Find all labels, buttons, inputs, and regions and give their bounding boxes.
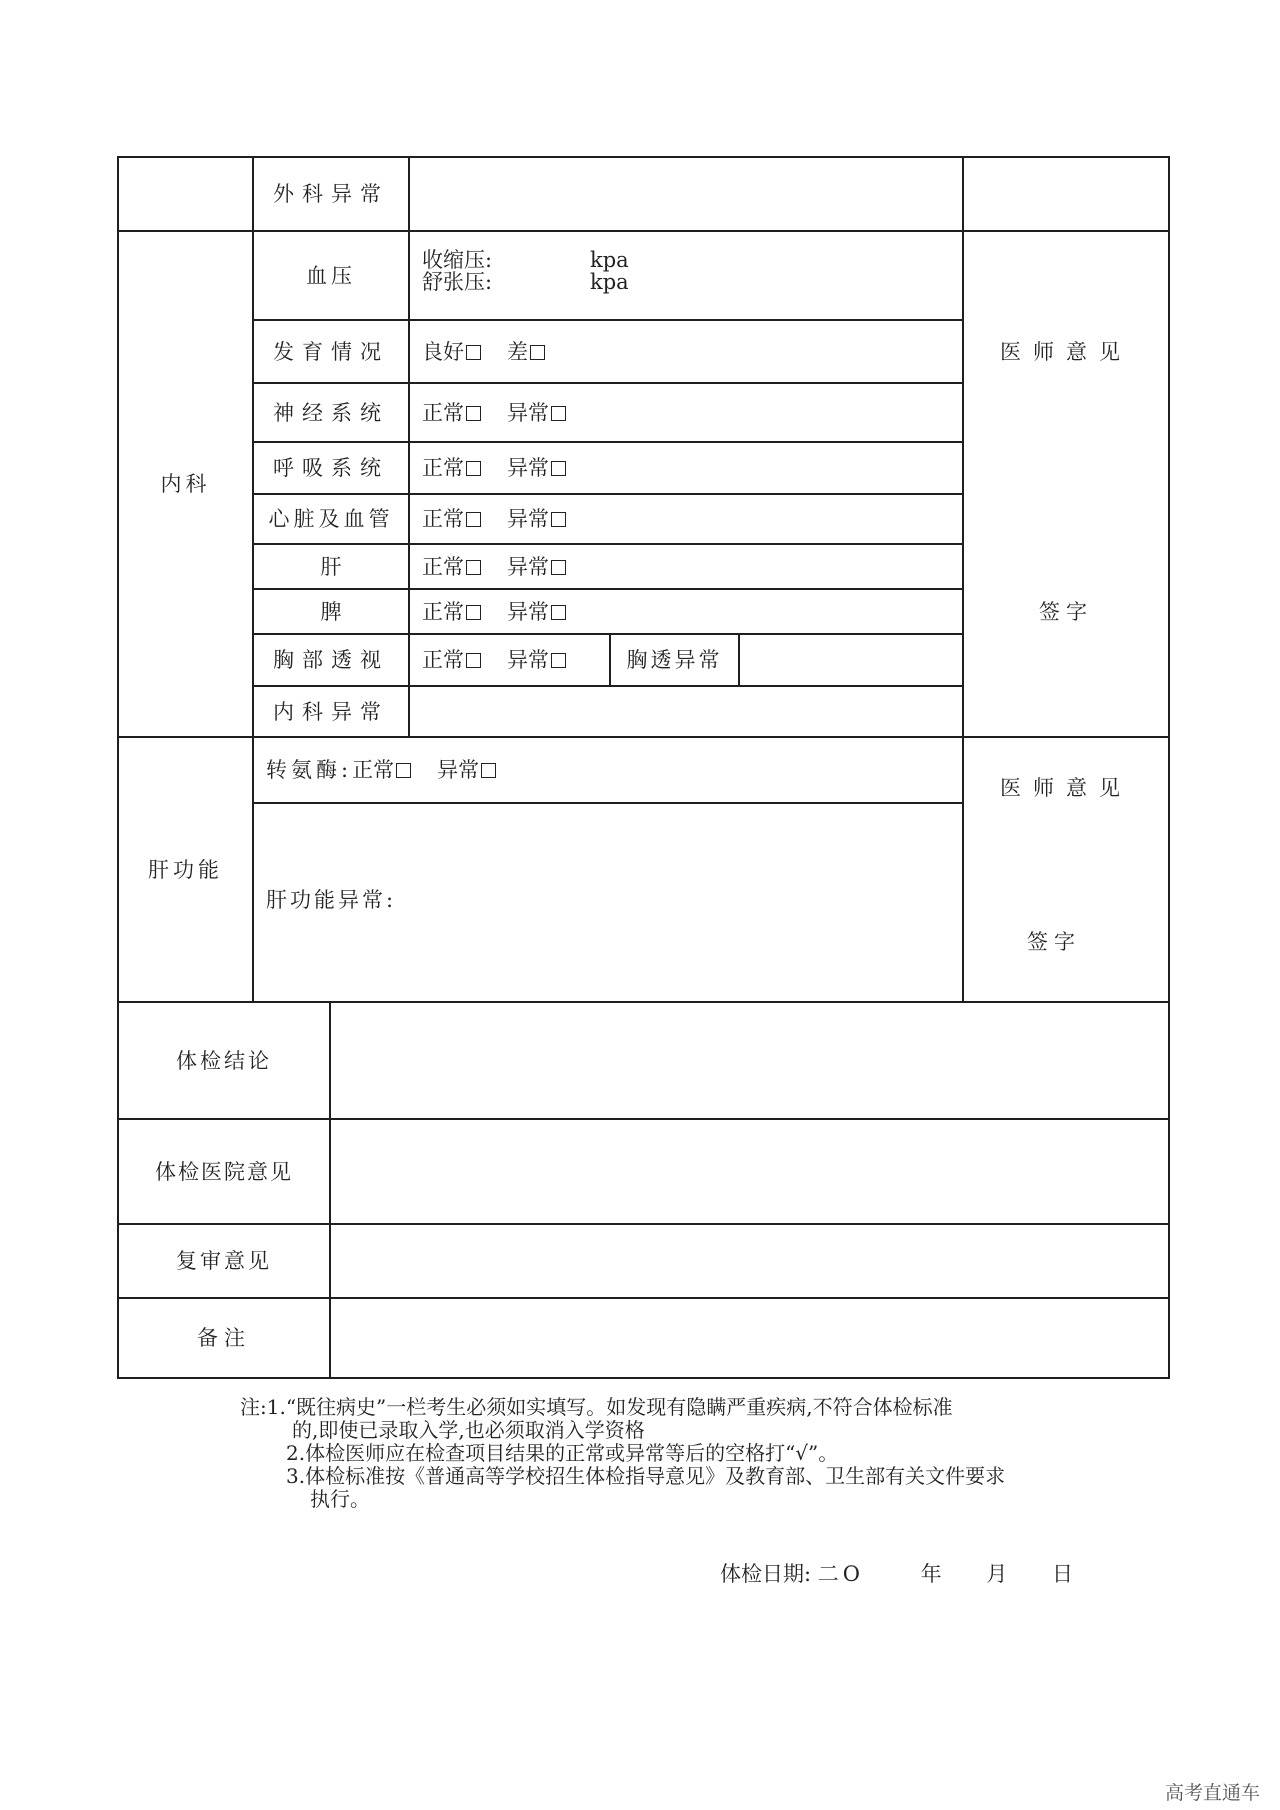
exam-date (720, 1558, 1073, 1588)
liver-function-section-label: 肝功能 (148, 857, 223, 882)
chest-xray-abnormal-field[interactable] (740, 635, 962, 685)
respiratory-label: 呼吸系统 (273, 456, 389, 480)
internal-abnormal-label: 内科异常 (273, 699, 389, 724)
surgery-abnormal-field[interactable] (410, 158, 962, 230)
bp-values (422, 250, 702, 294)
col-line-opinion (962, 156, 964, 1003)
liver-function-abnormal-field[interactable] (420, 804, 960, 1000)
checkbox-icon[interactable] (466, 560, 481, 575)
note-line-3: 2.体检医师应在检查项目结果的正常或异常等后的空格打“√”。 (286, 1441, 839, 1465)
checkbox-icon[interactable] (466, 512, 481, 527)
bp-diastolic-unit: kpa (590, 270, 629, 294)
internal-section-label: 内科 (160, 472, 211, 496)
spleen-normal-option[interactable]: 正常 (422, 600, 481, 624)
heart-abnormal-option[interactable]: 异常 (507, 507, 566, 531)
transaminase-abnormal-option[interactable]: 异常 (437, 758, 496, 782)
chest-xray-label: 胸部透视 (273, 648, 389, 672)
exam-date-label: 体检日期: (720, 1562, 812, 1586)
liver-label: 肝 (320, 554, 342, 579)
nervous-label: 神经系统 (273, 400, 389, 425)
exam-date-month: 月 (986, 1562, 1008, 1586)
internal-signature: 签字 (1039, 600, 1093, 624)
respiratory-options (422, 443, 952, 493)
table-bottom-border (117, 1377, 1170, 1379)
respiratory-normal-option[interactable]: 正常 (422, 456, 481, 480)
checkbox-icon[interactable] (466, 345, 481, 360)
checkbox-icon[interactable] (396, 763, 411, 778)
liver-options (422, 545, 952, 588)
exam-date-year: 年 (920, 1562, 942, 1586)
review-opinion-field[interactable] (331, 1225, 1168, 1297)
spleen-label: 脾 (320, 599, 342, 624)
remarks-label: 备注 (197, 1326, 251, 1350)
liver-function-signature: 签字 (1027, 930, 1081, 954)
development-poor-option[interactable]: 差 (507, 340, 545, 364)
spleen-options (422, 590, 952, 633)
transaminase-normal-option[interactable]: 正常 (352, 758, 411, 782)
hospital-opinion-label: 体检医院意见 (155, 1159, 293, 1184)
watermark: 高考直通车 (1164, 1782, 1260, 1804)
heart-options (422, 495, 952, 543)
review-opinion-label: 复审意见 (176, 1249, 272, 1273)
chest-xray-abnormal-label: 胸透异常 (626, 648, 723, 672)
bp-systolic-row[interactable] (422, 250, 702, 272)
transaminase-row (266, 738, 956, 802)
conclusion-label: 体检结论 (176, 1048, 272, 1073)
transaminase-label: 转氨酶: (266, 758, 353, 782)
liver-abnormal-option[interactable]: 异常 (507, 555, 566, 579)
spleen-abnormal-option[interactable]: 异常 (507, 600, 566, 624)
nervous-normal-option[interactable]: 正常 (422, 401, 481, 425)
bp-label: 血压 (306, 263, 356, 288)
table-right-border (1168, 156, 1170, 1379)
chest-normal-option[interactable]: 正常 (422, 648, 481, 672)
liver-normal-option[interactable]: 正常 (422, 555, 481, 579)
checkbox-icon[interactable] (551, 461, 566, 476)
checkbox-icon[interactable] (481, 763, 496, 778)
note-line-2: 的,即使已录取入学,也必须取消入学资格 (292, 1418, 645, 1442)
checkbox-icon[interactable] (466, 605, 481, 620)
liver-function-abnormal-label: 肝功能异常: (266, 888, 397, 912)
checkbox-icon[interactable] (551, 512, 566, 527)
bp-diastolic-row[interactable] (422, 272, 702, 294)
note-line-4: 3.体检标准按《普通高等学校招生体检指导意见》及教育部、卫生部有关文件要求 (286, 1464, 1006, 1488)
checkbox-icon[interactable] (551, 605, 566, 620)
bp-diastolic-label: 舒张压: (422, 270, 493, 294)
exam-date-day: 日 (1052, 1562, 1074, 1586)
internal-doctor-opinion: 医师意见 (1000, 340, 1132, 364)
remarks-field[interactable] (331, 1299, 1168, 1377)
heart-normal-option[interactable]: 正常 (422, 507, 481, 531)
liver-function-doctor-opinion: 医师意见 (1000, 776, 1132, 800)
checkbox-icon[interactable] (551, 560, 566, 575)
note-line-1: 注:1.“既往病史”一栏考生必须如实填写。如发现有隐瞒严重疾病,不符合体检标准 (240, 1395, 953, 1419)
chest-abnormal-option[interactable]: 异常 (507, 648, 566, 672)
notes (240, 1396, 1100, 1511)
checkbox-icon[interactable] (466, 461, 481, 476)
note-line-5: 执行。 (310, 1487, 370, 1511)
nervous-abnormal-option[interactable]: 异常 (507, 401, 566, 425)
heart-label: 心脏及血管 (268, 507, 394, 531)
internal-abnormal-field[interactable] (410, 687, 962, 736)
chest-xray-options (422, 635, 609, 685)
checkbox-icon[interactable] (466, 653, 481, 668)
checkbox-icon[interactable] (530, 345, 545, 360)
development-options (422, 321, 952, 382)
bp-systolic-label: 收缩压: (422, 248, 493, 272)
bp-systolic-unit: kpa (590, 248, 629, 272)
checkbox-icon[interactable] (466, 406, 481, 421)
hospital-opinion-field[interactable] (331, 1120, 1168, 1223)
conclusion-field[interactable] (331, 1003, 1168, 1118)
checkbox-icon[interactable] (551, 406, 566, 421)
col-line-value (408, 156, 410, 738)
development-good-option[interactable]: 良好 (422, 340, 481, 364)
development-label: 发育情况 (273, 339, 389, 364)
checkbox-icon[interactable] (551, 653, 566, 668)
respiratory-abnormal-option[interactable]: 异常 (507, 456, 566, 480)
exam-date-year-prefix: 二O (817, 1562, 864, 1586)
surgery-abnormal-label: 外科异常 (273, 182, 389, 206)
nervous-options (422, 384, 952, 441)
